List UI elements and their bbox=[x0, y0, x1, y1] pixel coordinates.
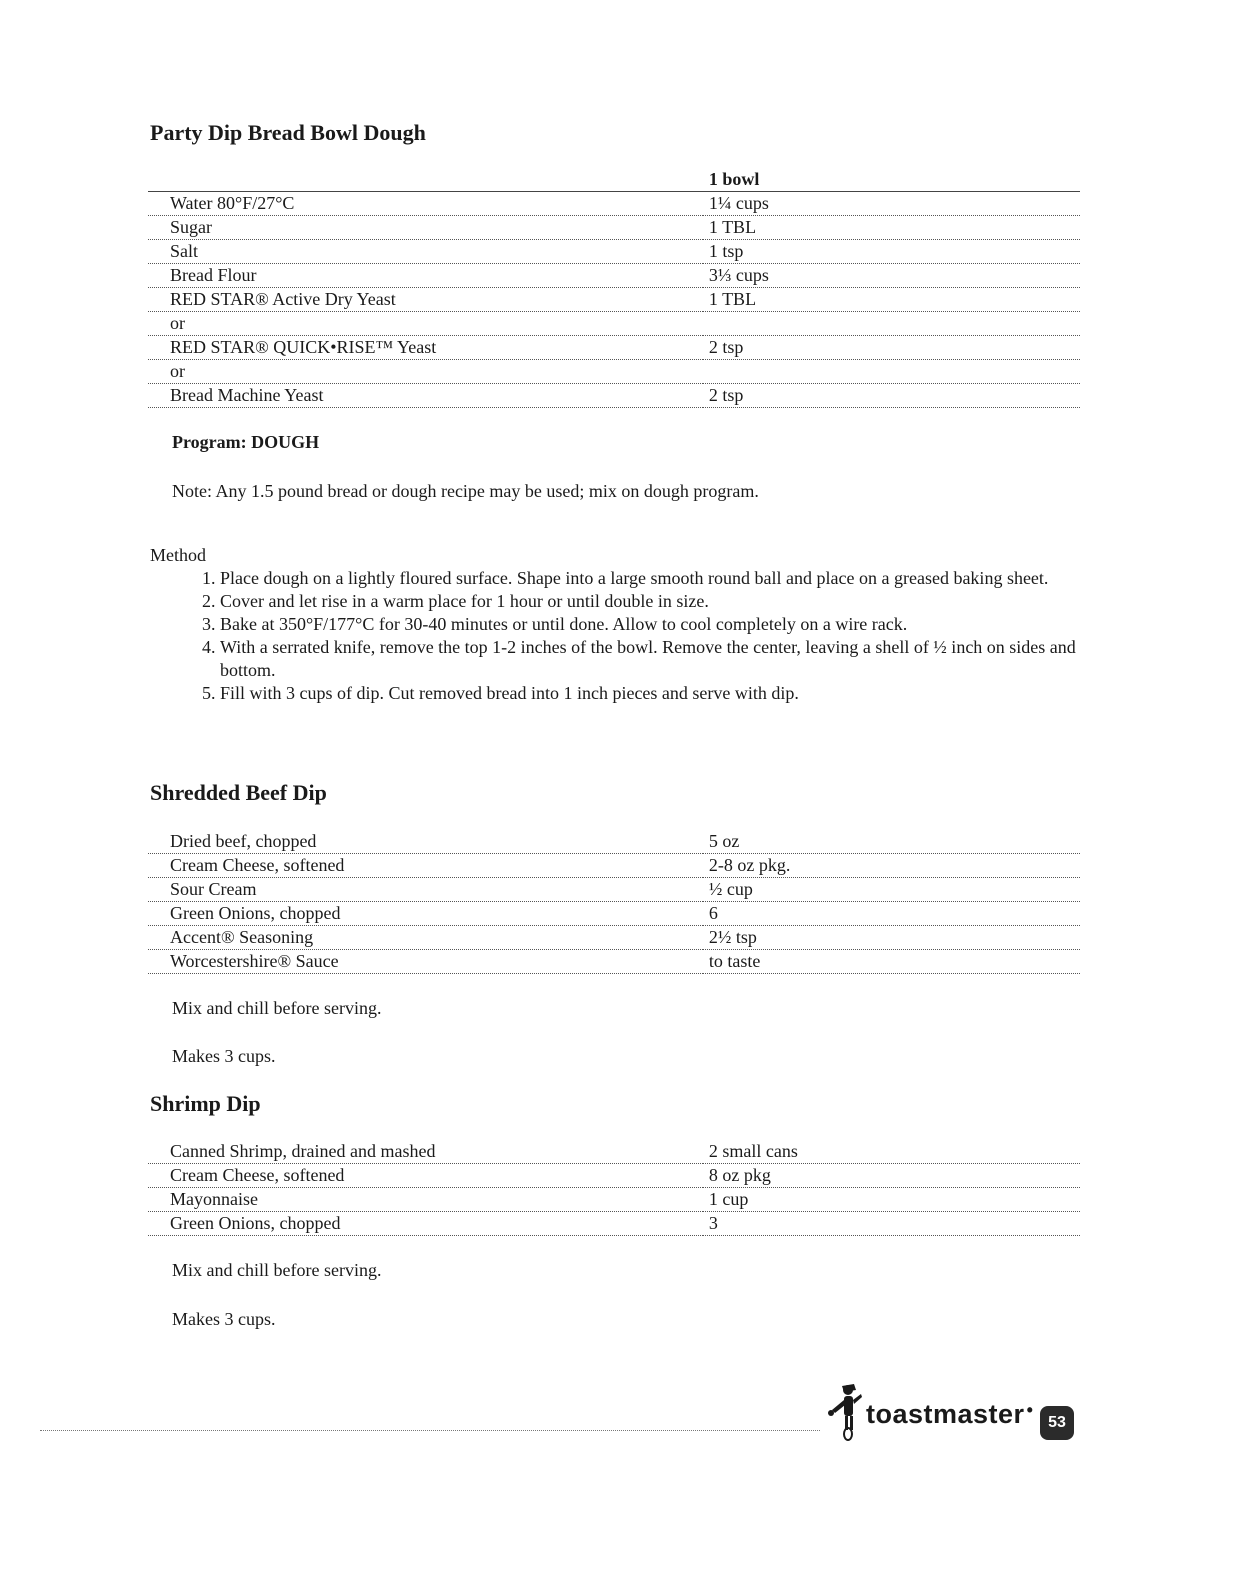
ingredient-name: Mayonnaise bbox=[148, 1188, 703, 1212]
ingredient-row bbox=[148, 192, 1080, 216]
ingredient-amount: 8 oz pkg bbox=[703, 1164, 1080, 1188]
recipe-title-shrimp-dip: Shrimp Dip bbox=[150, 1091, 261, 1116]
ingredient-name: Green Onions, chopped bbox=[148, 902, 703, 926]
ingredient-name: Bread Machine Yeast bbox=[148, 384, 703, 408]
ingredient-name: Accent® Seasoning bbox=[148, 926, 703, 950]
ingredient-name: Dried beef, chopped bbox=[148, 830, 703, 854]
beef-dip-ingredients-table bbox=[148, 830, 1080, 974]
ingredient-amount: 1¼ cups bbox=[703, 192, 1080, 216]
ingredient-row bbox=[148, 830, 1080, 854]
ingredient-amount: 1 tsp bbox=[703, 240, 1080, 264]
shrimp-dip-ingredients-table bbox=[148, 1140, 1080, 1236]
ingredient-name: Sour Cream bbox=[148, 878, 703, 902]
ingredient-name: or bbox=[148, 360, 703, 384]
brand-trademark-dot: • bbox=[1026, 1400, 1034, 1420]
recipe-title-beef-dip: Shredded Beef Dip bbox=[150, 780, 327, 805]
shrimp-dip-instruction: Mix and chill before serving. bbox=[172, 1260, 382, 1280]
ingredient-amount bbox=[703, 360, 1080, 384]
ingredient-amount: 3 bbox=[703, 1212, 1080, 1236]
method-heading: Method bbox=[150, 545, 206, 565]
recipe-title-party-dip: Party Dip Bread Bowl Dough bbox=[150, 120, 426, 145]
ingredient-row bbox=[148, 240, 1080, 264]
ingredient-amount: ½ cup bbox=[703, 878, 1080, 902]
ingredient-amount: 1 TBL bbox=[703, 216, 1080, 240]
brand-logo bbox=[826, 1382, 1033, 1447]
ingredient-row bbox=[148, 264, 1080, 288]
method-step: 3. Bake at 350°F/177°C for 30-40 minutes or until done. Allow to cool completely on a wire rack. bbox=[220, 613, 1110, 636]
page-number-badge: 53 bbox=[1040, 1406, 1074, 1440]
ingredient-row bbox=[148, 336, 1080, 360]
ingredient-amount: 2 tsp bbox=[703, 336, 1080, 360]
ingredient-amount: 2 tsp bbox=[703, 384, 1080, 408]
ingredient-name: Water 80°F/27°C bbox=[148, 192, 703, 216]
method-step: 4. With a serrated knife, remove the top 1-2 inches of the bowl. Remove the center, leaving a shell of ½ inch on sides and bottom. bbox=[220, 636, 1110, 682]
ingredient-amount: 2½ tsp bbox=[703, 926, 1080, 950]
chef-figure-icon bbox=[826, 1382, 864, 1447]
brand-name: toastmaster bbox=[866, 1399, 1025, 1429]
ingredient-row bbox=[148, 902, 1080, 926]
method-steps-list bbox=[192, 567, 1110, 705]
ingredient-name: Worcestershire® Sauce bbox=[148, 950, 703, 974]
recipe-note: Note: Any 1.5 pound bread or dough recipe may be used; mix on dough program. bbox=[172, 481, 759, 501]
beef-dip-instruction: Mix and chill before serving. bbox=[172, 998, 382, 1018]
ingredient-row bbox=[148, 1188, 1080, 1212]
ingredient-name: Sugar bbox=[148, 216, 703, 240]
footer-divider bbox=[40, 1430, 820, 1431]
ingredient-name: Bread Flour bbox=[148, 264, 703, 288]
ingredient-row bbox=[148, 854, 1080, 878]
column-header-amount: 1 bowl bbox=[703, 168, 1080, 192]
ingredient-row bbox=[148, 878, 1080, 902]
program-label: Program: DOUGH bbox=[172, 432, 320, 452]
ingredient-amount: 1 cup bbox=[703, 1188, 1080, 1212]
method-step: 5. Fill with 3 cups of dip. Cut removed bread into 1 inch pieces and serve with dip. bbox=[220, 682, 1110, 705]
ingredient-row bbox=[148, 312, 1080, 336]
ingredient-amount: 2 small cans bbox=[703, 1140, 1080, 1164]
ingredient-amount bbox=[703, 312, 1080, 336]
ingredient-name: Canned Shrimp, drained and mashed bbox=[148, 1140, 703, 1164]
ingredient-name: Cream Cheese, softened bbox=[148, 854, 703, 878]
ingredient-name: Cream Cheese, softened bbox=[148, 1164, 703, 1188]
method-step: 2. Cover and let rise in a warm place for 1 hour or until double in size. bbox=[220, 590, 1110, 613]
ingredient-amount: 2-8 oz pkg. bbox=[703, 854, 1080, 878]
ingredient-amount: 6 bbox=[703, 902, 1080, 926]
beef-dip-yield: Makes 3 cups. bbox=[172, 1046, 276, 1066]
ingredient-row bbox=[148, 926, 1080, 950]
ingredient-row bbox=[148, 288, 1080, 312]
ingredient-name: RED STAR® QUICK•RISE™ Yeast bbox=[148, 336, 703, 360]
shrimp-dip-yield: Makes 3 cups. bbox=[172, 1309, 276, 1329]
party-dip-ingredients-table bbox=[148, 168, 1080, 408]
ingredient-amount: 3⅓ cups bbox=[703, 264, 1080, 288]
ingredient-row bbox=[148, 1164, 1080, 1188]
ingredient-row bbox=[148, 216, 1080, 240]
ingredient-amount: to taste bbox=[703, 950, 1080, 974]
ingredient-row bbox=[148, 360, 1080, 384]
ingredient-name: RED STAR® Active Dry Yeast bbox=[148, 288, 703, 312]
ingredient-name: Green Onions, chopped bbox=[148, 1212, 703, 1236]
table-header-row bbox=[148, 168, 1080, 192]
ingredient-row bbox=[148, 950, 1080, 974]
ingredient-row bbox=[148, 384, 1080, 408]
ingredient-row bbox=[148, 1212, 1080, 1236]
ingredient-name: Salt bbox=[148, 240, 703, 264]
ingredient-amount: 1 TBL bbox=[703, 288, 1080, 312]
method-step: 1. Place dough on a lightly floured surface. Shape into a large smooth round ball and place on a greased baking sheet. bbox=[220, 567, 1110, 590]
ingredient-amount: 5 oz bbox=[703, 830, 1080, 854]
ingredient-name: or bbox=[148, 312, 703, 336]
ingredient-row bbox=[148, 1140, 1080, 1164]
